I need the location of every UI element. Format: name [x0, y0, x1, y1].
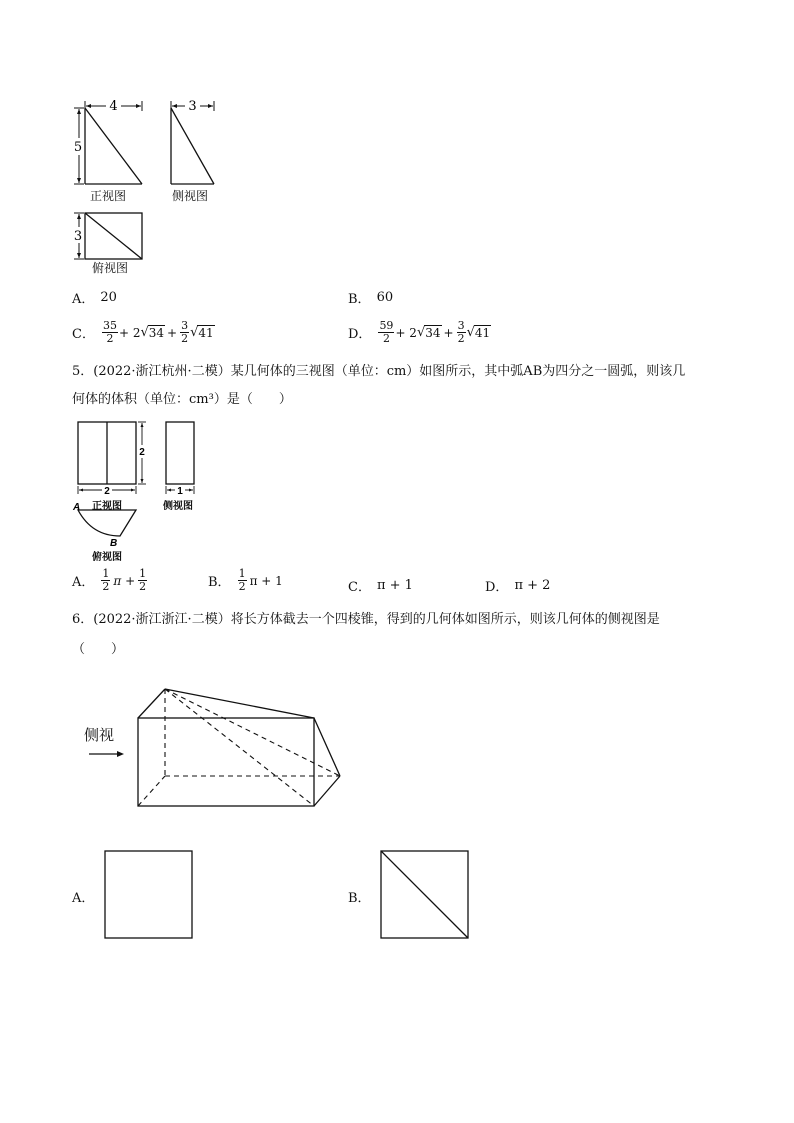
q5-option-a[interactable]: A． $\frac{1}{2}$ π + $\frac{1}{2}$	[72, 567, 147, 593]
q5-front-view	[74, 418, 159, 500]
q5-top-view	[70, 502, 150, 552]
q5-side-caption: 侧视图	[163, 501, 193, 512]
radicand: 34	[148, 326, 165, 340]
q5-stem-line1: 5．(2022·浙江杭州·二模）某几何体的三视图（单位：cm）如图所示，其中弧AB为四分之一圆弧，则该几	[72, 364, 686, 379]
q4-option-c-label: C．	[72, 327, 95, 342]
radicand: 41	[198, 326, 214, 340]
q4-option-a-label: A．	[72, 292, 95, 307]
q5-front-caption: 正视图	[92, 501, 122, 512]
q4-front-left-dim: 5	[73, 140, 83, 155]
q4-top-view	[70, 206, 150, 266]
q6-option-a[interactable]	[72, 887, 94, 906]
q5-front-bottom-dim: 2	[104, 486, 110, 497]
q6-stem-line1: 6．(2022·浙江浙江·二模）将长方体截去一个四棱锥，得到的几何体如图所示，则该几何体的侧视图是	[72, 612, 660, 627]
q5-side-bottom-dim: 1	[177, 486, 183, 497]
fraction: $\frac{1}{2}$	[139, 567, 147, 593]
q4-option-a-value: 20	[100, 290, 117, 305]
q5-point-a: A	[73, 502, 81, 513]
q4-option-b-label: B．	[348, 292, 371, 307]
q6-option-b-figure[interactable]	[380, 850, 470, 940]
q5-option-c[interactable]	[348, 576, 413, 595]
q4-option-d-label: D．	[348, 327, 372, 342]
q5-stem-line2: 何体的体积（单位：cm³）是（ ）	[72, 392, 292, 407]
q4-top-left-dim: 3	[73, 229, 83, 244]
q4-side-top-dim: 3	[188, 99, 197, 114]
q5-option-d-label: D．	[485, 580, 509, 595]
q5-side-view	[160, 418, 205, 500]
fraction: $\frac{59}{2}$	[379, 319, 394, 345]
fraction: $\frac{1}{2}$	[102, 567, 110, 593]
q5-option-b[interactable]: B． $\frac{1}{2}$ π + 1	[208, 567, 283, 593]
q5-option-c-label: C．	[348, 580, 371, 595]
q4-front-top-dim: 4	[109, 99, 118, 114]
q4-front-caption: 正视图	[90, 189, 127, 203]
q4-option-c[interactable]: C． $\frac{35}{2}$ + 2 √ 34 + $\frac{3}{2}$ √ 41	[72, 319, 214, 345]
q4-side-caption: 侧视图	[172, 189, 209, 203]
q6-option-b[interactable]	[348, 887, 371, 906]
q4-option-d[interactable]: D． $\frac{59}{2}$ + 2 √ 34 + $\frac{3}{2}$ √ 41	[348, 319, 491, 345]
fraction: $\frac{3}{2}$	[181, 319, 189, 345]
radicand: 41	[474, 326, 491, 340]
q5-option-b-label: B．	[208, 575, 231, 590]
q5-point-b: B	[110, 538, 118, 549]
q6-option-a-label: A．	[72, 891, 95, 906]
q6-stem-line2: （ ）	[72, 642, 125, 657]
q5-option-d[interactable]	[485, 576, 550, 595]
q4-option-a[interactable]	[72, 288, 117, 307]
q5-option-a-label: A．	[72, 575, 95, 590]
q6-option-b-label: B．	[348, 891, 371, 906]
q4-top-caption: 俯视图	[92, 261, 129, 275]
fraction: $\frac{35}{2}$	[102, 319, 117, 345]
q4-option-b-value: 60	[376, 290, 394, 305]
q5-option-d-value: π + 2	[514, 578, 551, 593]
q4-option-b[interactable]	[348, 288, 393, 307]
q6-solid-figure	[130, 684, 350, 814]
radicand: 34	[425, 326, 441, 340]
fraction: $\frac{3}{2}$	[457, 319, 465, 345]
q5-top-caption: 俯视图	[92, 552, 122, 563]
fraction: $\frac{1}{2}$	[238, 567, 246, 593]
q5-front-right-dim: 2	[139, 447, 145, 458]
q6-side-view-label: 侧视	[84, 726, 115, 744]
q6-option-a-figure[interactable]	[104, 850, 194, 940]
q5-option-c-value: π + 1	[376, 578, 413, 593]
q6-side-view-arrow	[88, 748, 128, 760]
